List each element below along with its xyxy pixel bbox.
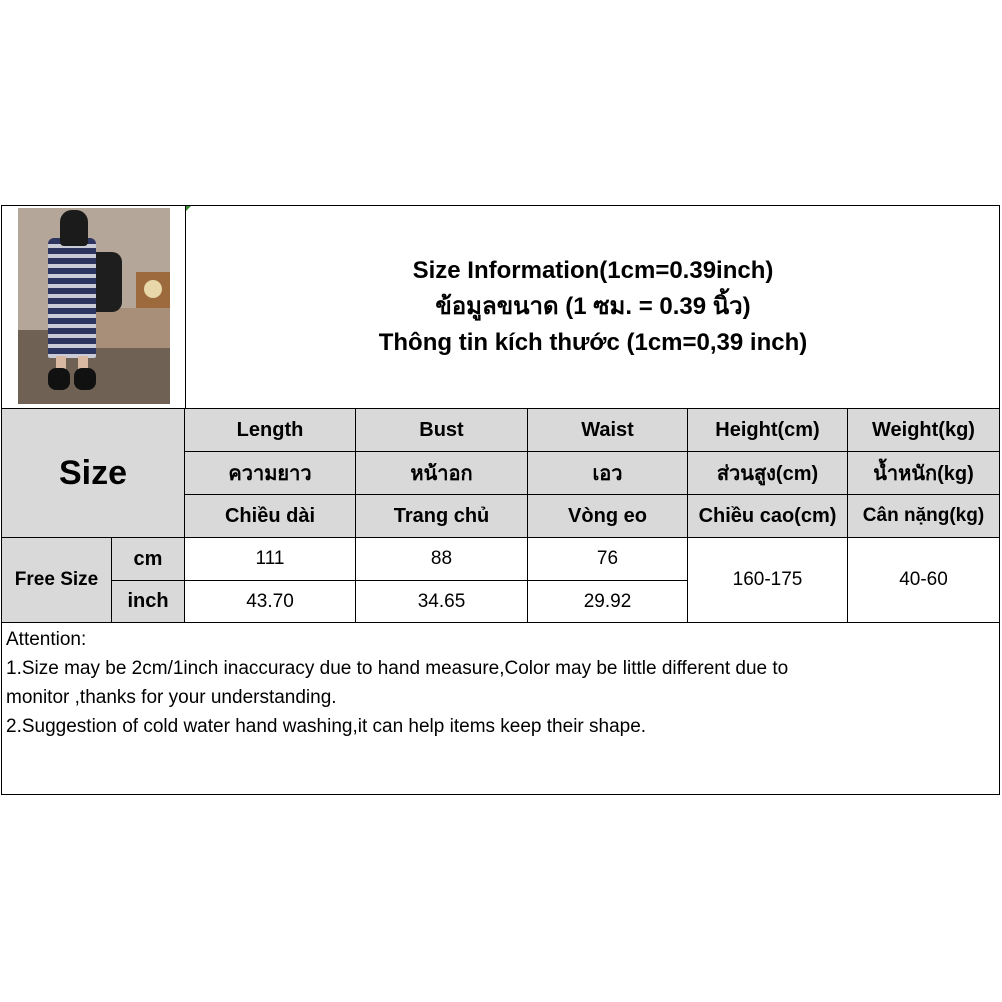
- bust-inch: 34.65: [356, 581, 528, 623]
- length-cm: 111: [185, 538, 356, 581]
- col-waist-th: เอว: [528, 452, 688, 495]
- col-height-th: ส่วนสูง(cm): [688, 452, 848, 495]
- product-photo-cell: [2, 206, 185, 409]
- col-bust-en: Bust: [356, 409, 528, 452]
- col-length-vi: Chiều dài: [185, 495, 356, 538]
- title-block: [185, 206, 1000, 409]
- notes-line-3: 2.Suggestion of cold water hand washing,it can help items keep their shape.: [6, 716, 647, 737]
- notes-line-2: monitor ,thanks for your understanding.: [6, 687, 337, 708]
- waist-inch: 29.92: [528, 581, 688, 623]
- col-length-en: Length: [185, 409, 356, 452]
- bust-cm: 88: [356, 538, 528, 581]
- title-vi: Thông tin kích thước (1cm=0,39 inch): [378, 329, 808, 356]
- unit-inch: inch: [112, 581, 185, 623]
- col-weight-en: Weight(kg): [848, 409, 999, 452]
- col-height-en: Height(cm): [688, 409, 848, 452]
- col-waist-vi: Vòng eo: [528, 495, 688, 538]
- col-waist-en: Waist: [528, 409, 688, 452]
- weight-range: 40-60: [848, 538, 999, 623]
- col-bust-th: หน้าอก: [356, 452, 528, 495]
- col-height-vi: Chiều cao(cm): [688, 495, 848, 538]
- col-weight-vi: Cân nặng(kg): [848, 495, 999, 538]
- product-photo: [18, 208, 170, 404]
- waist-cm: 76: [528, 538, 688, 581]
- col-weight-th: น้ำหนัก(kg): [848, 452, 999, 495]
- size-chart: [1, 205, 1000, 795]
- notes-line-1: 1.Size may be 2cm/1inch inaccuracy due to hand measure,Color may be little different due to: [6, 658, 789, 679]
- length-inch: 43.70: [185, 581, 356, 623]
- height-range: 160-175: [688, 538, 848, 623]
- col-bust-vi: Trang chủ: [356, 495, 528, 538]
- notes-heading: Attention:: [6, 629, 87, 650]
- attention-notes: [2, 621, 999, 793]
- unit-cm: cm: [112, 538, 185, 581]
- row-free-size: Free Size: [2, 538, 112, 623]
- title-th: ข้อมูลขนาด (1 ซม. = 0.39 นิ้ว): [435, 293, 751, 320]
- title-en: Size Information(1cm=0.39inch): [412, 257, 774, 284]
- size-label: Size: [2, 409, 185, 538]
- col-length-th: ความยาว: [185, 452, 356, 495]
